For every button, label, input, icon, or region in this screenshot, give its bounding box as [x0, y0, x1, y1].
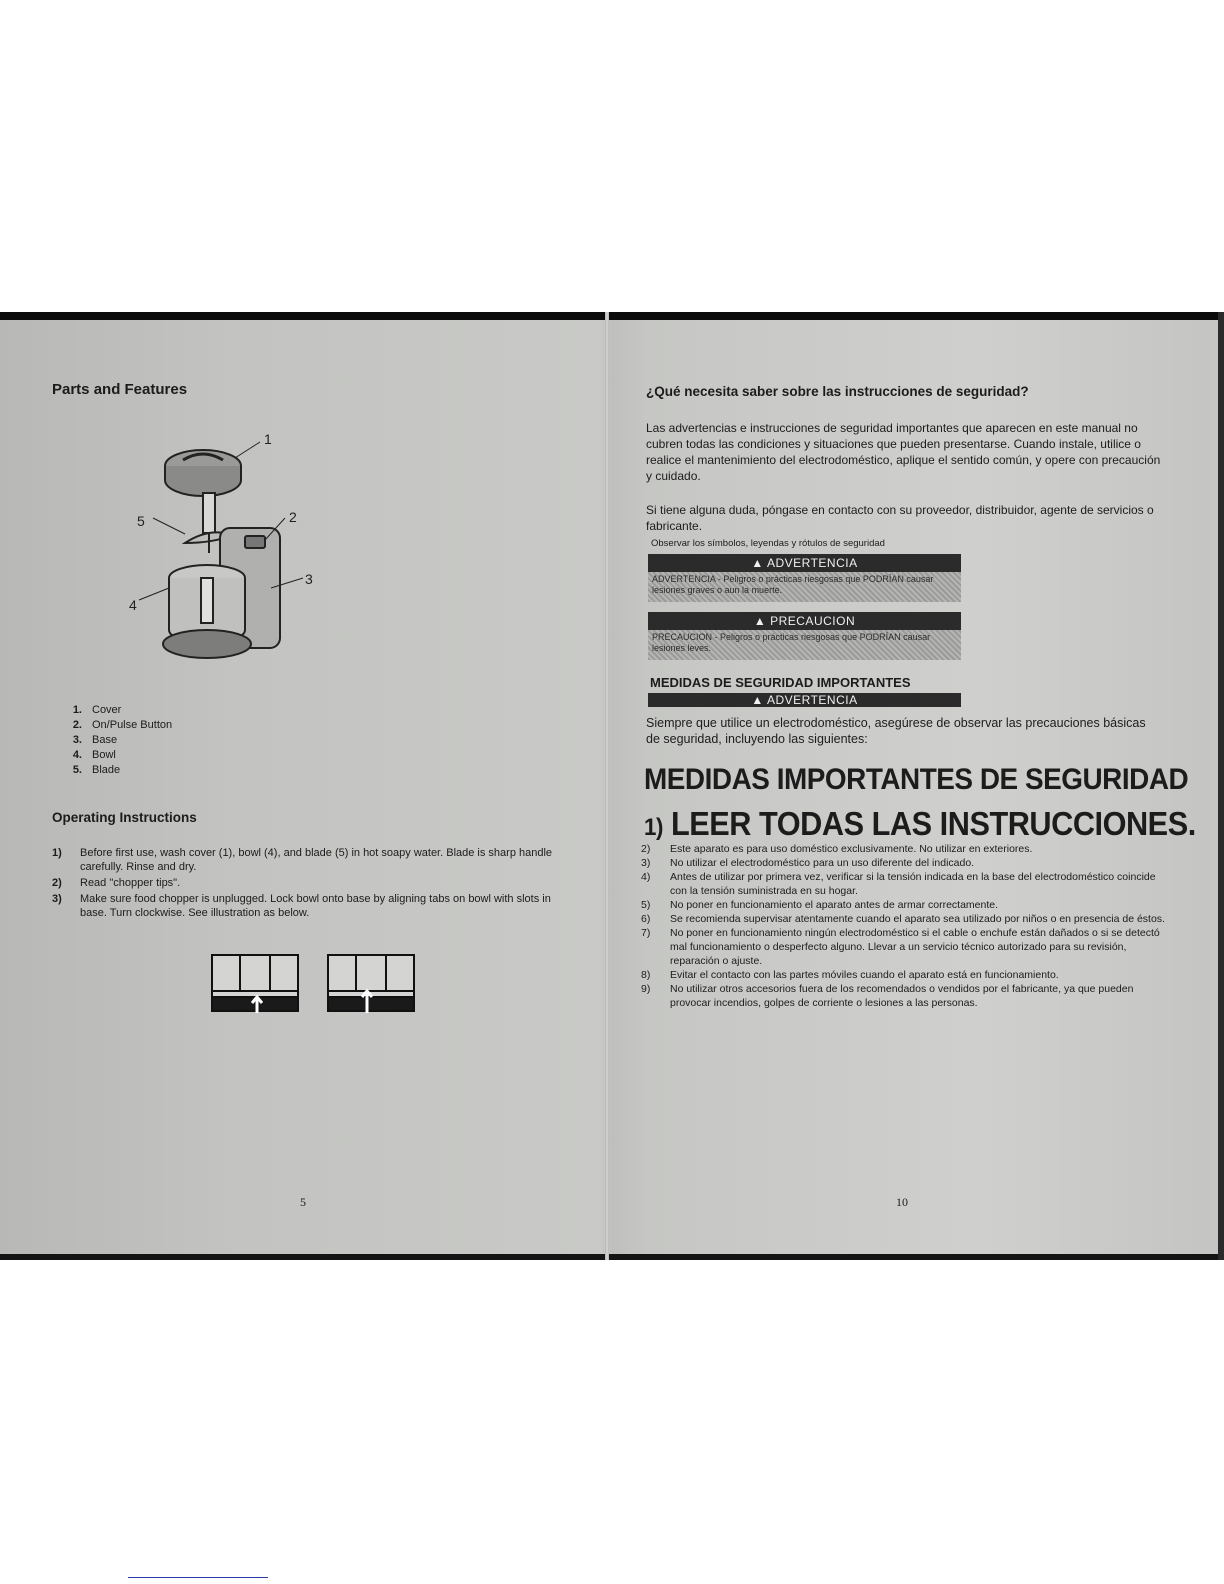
- parts-list: [60, 703, 172, 778]
- scan-top-edge: [0, 312, 1224, 320]
- cover-drawing: [165, 450, 241, 496]
- safety-rules-list: [641, 842, 1171, 1010]
- observe-symbols-note: Observar los símbolos, leyendas y rótulos de seguridad: [651, 538, 885, 549]
- list-item: 3. Base: [72, 734, 118, 746]
- safety-intro-paragraph: Las advertencias e instrucciones de seguridad importantes que aparecen en este manual no cubren todas las condiciones y situaciones que pueden presentarse. Cuando instale, utilice o realice el mantenimiento del electrodoméstico, aplique el sentido común, y opere con precaución y cuidado.: [646, 421, 1161, 483]
- underline-mark: [128, 1577, 268, 1578]
- scan-bottom-edge: [0, 1254, 1224, 1260]
- food-chopper-illustration: [125, 428, 325, 668]
- scan-right-edge: [1218, 312, 1224, 1260]
- caution-bar: ▲ PRECAUCION: [648, 612, 961, 630]
- list-item: 2) Este aparato es para uso doméstico exclusivamente. No utilizar en exteriores.: [641, 843, 1033, 855]
- list-item: 9) No utilizar otros accesorios fuera de los recomendados o vendidos por el fabricante, ya que pueden provocar incendios, golpes de corriente o lesiones a las personas.: [641, 983, 1134, 1009]
- page-number-right: 10: [896, 1195, 908, 1209]
- list-item: 5. Blade: [72, 764, 121, 776]
- bowl-drawing: [163, 565, 251, 658]
- warning-bar-2: ▲ ADVERTENCIA: [648, 693, 961, 707]
- page-fold: [605, 312, 609, 1260]
- warning-triangle-icon: ▲: [751, 556, 767, 570]
- callout-4: 4: [129, 597, 137, 613]
- contact-paragraph: Si tiene alguna duda, póngase en contacto con su proveedor, distribuidor, agente de servicios o fabricante.: [646, 503, 1154, 533]
- caution-legend: [648, 612, 961, 660]
- list-item: 5) No poner en funcionamiento el aparato antes de armar correctamente.: [641, 899, 999, 911]
- list-item: 1. Cover: [72, 704, 122, 716]
- list-item: 3) Make sure food chopper is unplugged. Lock bowl onto base by aligning tabs on bowl with slots in base. Turn clockwise. See illustration as below.: [52, 893, 551, 919]
- parts-features-title: Parts and Features: [52, 381, 188, 398]
- warning-triangle-icon: ▲: [753, 614, 771, 628]
- caution-description: PRECAUCION - Peligros o prácticas riesgosas que PODRÍAN causar lesiones leves.: [648, 630, 961, 660]
- warning-triangle-icon: ▲: [751, 693, 767, 707]
- medidas-subheading: MEDIDAS DE SEGURIDAD IMPORTANTES: [650, 675, 911, 690]
- list-item: 4. Bowl: [72, 749, 116, 761]
- read-all-instructions-heading: 1) LEER TODAS LAS INSTRUCCIONES.: [644, 805, 1196, 842]
- list-item: 2. On/Pulse Button: [72, 719, 173, 731]
- bowl-lock-illustration: [210, 953, 420, 1015]
- operating-instructions-list: [52, 846, 572, 922]
- callout-2: 2: [289, 509, 297, 525]
- callout-5: 5: [137, 513, 145, 529]
- siempre-paragraph: Siempre que utilice un electrodoméstico, asegúrese de observar las precauciones básicas de seguridad, incluyendo las siguientes:: [646, 716, 1146, 746]
- warning-bar: ▲ ADVERTENCIA: [648, 554, 961, 572]
- callout-1: 1: [264, 431, 272, 447]
- operating-instructions-title: Operating Instructions: [52, 810, 197, 825]
- warning-legend: [648, 554, 961, 602]
- list-item: 6) Se recomienda supervisar atentamente cuando el aparato sea utilizado por niños o en presencia de éstos.: [641, 913, 1165, 925]
- list-item: 7) No poner en funcionamiento ningún electrodoméstico si el cable o enchufe están dañados o si se detectó mal funcionamiento o desperfecto alguno. Llevar a un servicio técnico autorizado para su revisión, reparación o ajuste.: [641, 927, 1160, 967]
- safety-question-heading: ¿Qué necesita saber sobre las instrucciones de seguridad?: [646, 384, 1029, 399]
- list-item: 8) Evitar el contacto con las partes móviles cuando el aparato está en funcionamiento.: [641, 969, 1059, 981]
- callout-3: 3: [305, 571, 313, 587]
- page-number-left: 5: [300, 1195, 306, 1209]
- list-item: 4) Antes de utilizar por primera vez, verificar si la tensión indicada en la base del electrodoméstico coincide con la tensión suministrada en su hogar.: [641, 871, 1156, 897]
- list-item: 2) Read "chopper tips".: [52, 877, 181, 889]
- big-safety-title: MEDIDAS IMPORTANTES DE SEGURIDAD: [644, 763, 1189, 796]
- list-item: 3) No utilizar el electrodoméstico para un uso diferente del indicado.: [641, 857, 975, 869]
- list-item: 1) Before first use, wash cover (1), bowl (4), and blade (5) in hot soapy water. Blade is sharp handle carefully. Rinse and dry.: [52, 847, 553, 873]
- warning-description: ADVERTENCIA - Peligros o prácticas riesgosas que PODRÍAN causar lesiones graves o aun la muerte.: [648, 572, 961, 602]
